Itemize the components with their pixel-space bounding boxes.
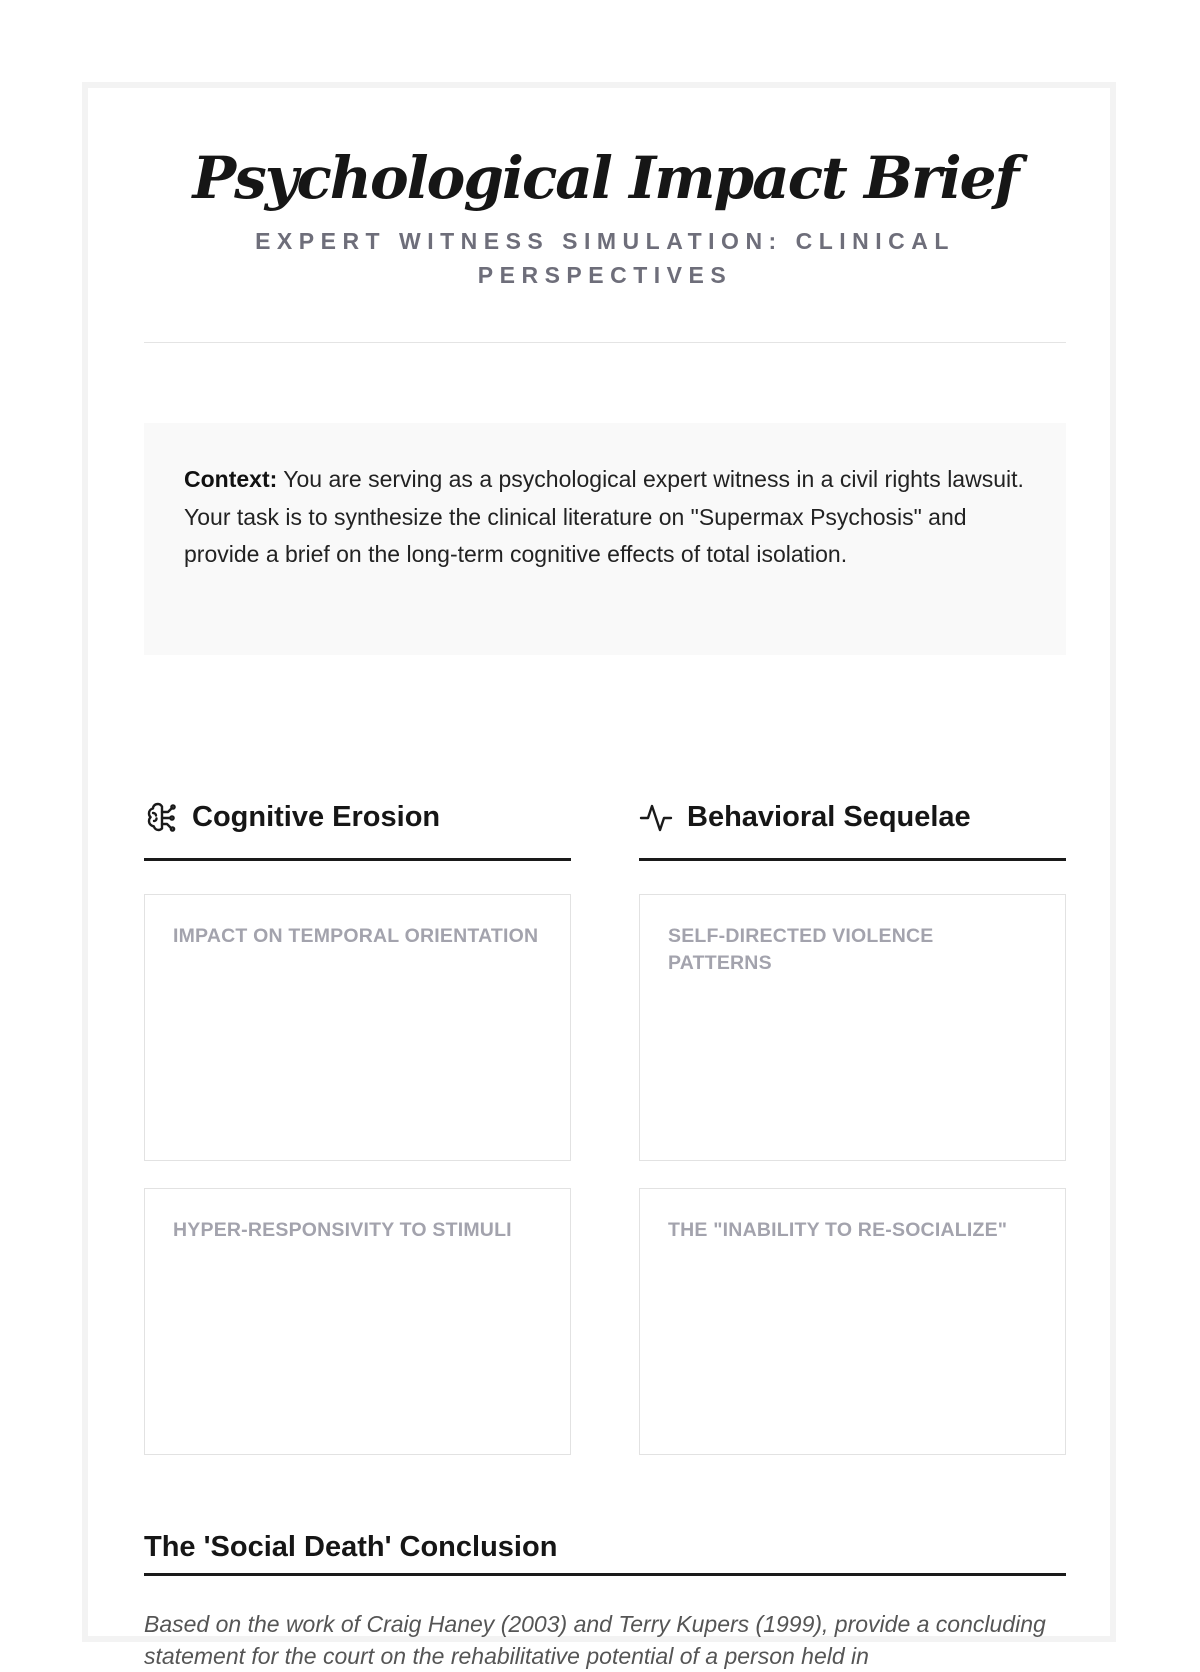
context-label: Context: xyxy=(184,466,278,492)
card-hyper-responsivity xyxy=(144,1188,571,1455)
card-label: IMPACT ON TEMPORAL ORIENTATION xyxy=(173,925,539,947)
page-subtitle: EXPERT WITNESS SIMULATION: CLINICAL PERSPECTIVES xyxy=(255,228,955,288)
pulse-icon xyxy=(639,800,673,834)
page-title: Psychological Impact Brief xyxy=(192,144,1018,212)
document-header xyxy=(144,138,1066,292)
card-label: HYPER-RESPONSIVITY TO STIMULI xyxy=(173,1219,512,1241)
section-header-behavioral-sequelae xyxy=(639,798,1066,861)
section-title: Cognitive Erosion xyxy=(192,801,441,833)
section-header-cognitive-erosion xyxy=(144,798,571,861)
card-temporal-orientation xyxy=(144,894,571,1161)
card-inability-to-resocialize xyxy=(639,1188,1066,1455)
header-divider xyxy=(144,342,1066,343)
conclusion-header: The 'Social Death' Conclusion xyxy=(144,1528,1066,1576)
context-text: You are serving as a psychological expert witness in a civil rights lawsuit. Your task is to synthesize the clinical literature on "Supermax Psychosis" and provide a brief on the long-term cognitive effects of total isolation. xyxy=(184,466,1024,567)
section-title: Behavioral Sequelae xyxy=(687,801,971,833)
card-label: SELF-DIRECTED VIOLENCE PATTERNS xyxy=(668,925,934,974)
card-label: THE "INABILITY TO RE-SOCIALIZE" xyxy=(668,1219,1008,1241)
card-self-directed-violence xyxy=(639,894,1066,1161)
context-box xyxy=(144,423,1066,655)
conclusion-prompt: Based on the work of Craig Haney (2003) and Terry Kupers (1999), provide a concluding statement for the court on the rehabilitative potential of a person held in xyxy=(144,1611,1046,1669)
brain-icon xyxy=(144,800,178,834)
brief-document xyxy=(82,82,1116,1669)
